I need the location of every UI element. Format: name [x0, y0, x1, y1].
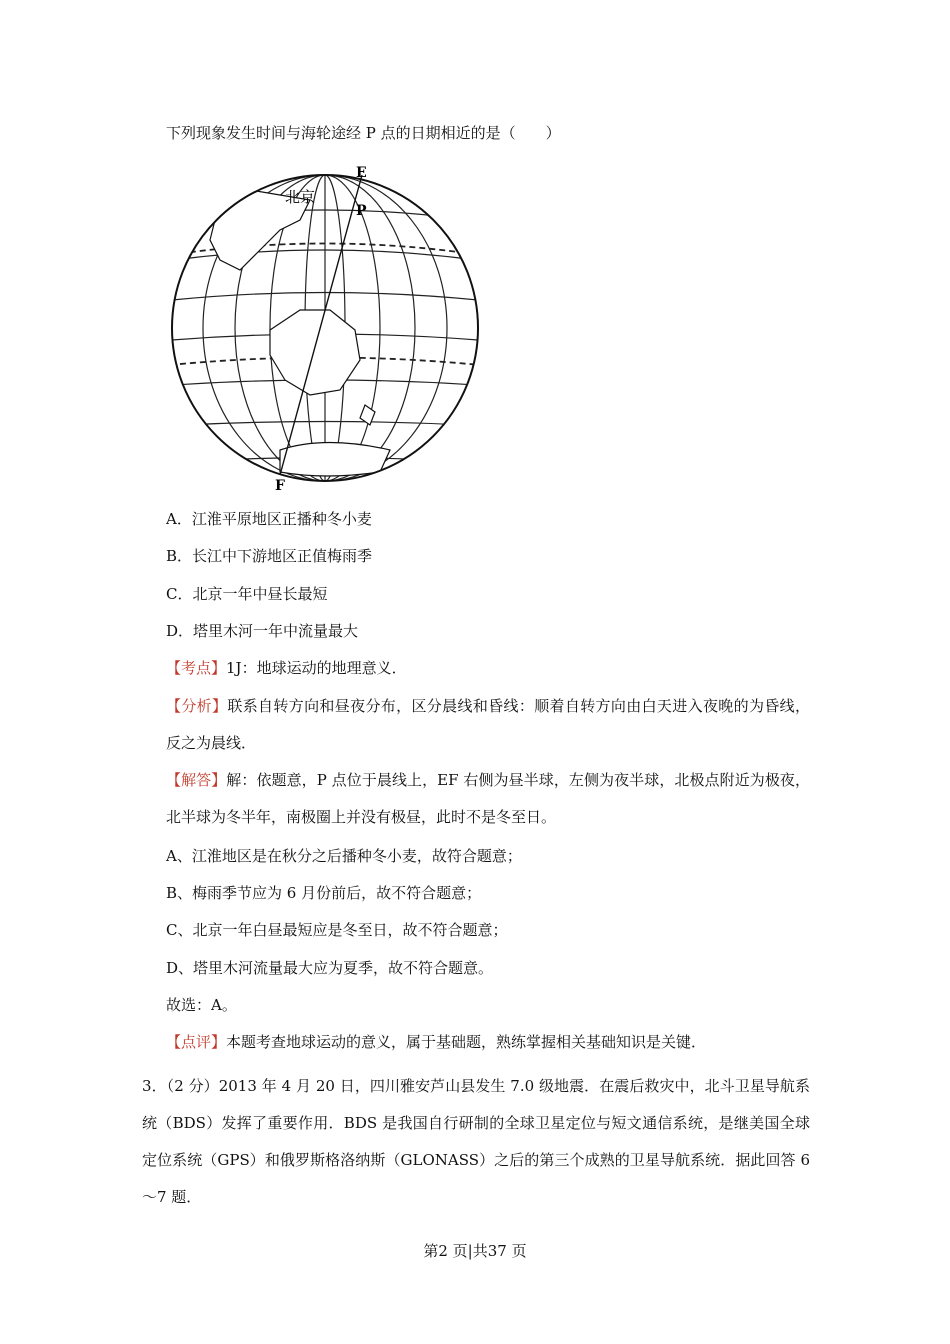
answer-line: D、塔里木河流量最大应为夏季，故不符合题意。: [166, 959, 494, 977]
answer-line: B、梅雨季节应为 6 月份前后，故不符合题意；: [166, 884, 482, 902]
question-3: [142, 1068, 810, 1216]
jieda-text: 解：依题意，P 点位于晨线上，EF 右侧为昼半球，左侧为夜半球，北极点附近为极夜，北半球为冬半年，南极圈上并没有极昼，此时不是冬至日。: [166, 771, 810, 826]
question-3-number: 3．: [142, 1077, 167, 1095]
option-b: B．长江中下游地区正值梅雨季: [166, 547, 373, 565]
fenxi-text: 联系自转方向和昼夜分布，区分晨线和昏线：顺着自转方向由白天进入夜晚的为昏线，反之为晨线．: [166, 697, 810, 752]
fenxi: [166, 688, 810, 762]
jieda: [166, 762, 810, 836]
option-c: C．北京一年中昼长最短: [166, 585, 328, 603]
globe-figure: [160, 160, 490, 490]
dianping-text: 本题考查地球运动的意义，属于基础题，熟练掌握相关基础知识是关键．: [226, 1033, 707, 1051]
label-E: E: [356, 165, 367, 181]
dianping: [166, 1031, 706, 1053]
option-a: A．江淮平原地区正播种冬小麦: [166, 510, 372, 528]
jieda-tag: 【解答】: [166, 771, 227, 789]
kaodian-tag: 【考点】: [166, 659, 227, 677]
label-P: P: [356, 203, 367, 219]
page-footer: 第2 页|共37 页: [423, 1242, 527, 1260]
answer-choice: 故选：A。: [166, 996, 237, 1014]
kaodian: [166, 657, 407, 679]
label-beijing: 北京: [285, 188, 316, 206]
kaodian-text: 1J：地球运动的地理意义．: [226, 659, 407, 677]
answer-line: C、北京一年白昼最短应是冬至日，故不符合题意；: [166, 921, 508, 939]
dianping-tag: 【点评】: [166, 1033, 227, 1051]
fenxi-tag: 【分析】: [166, 697, 228, 715]
answer-line: A、江淮地区是在秋分之后播种冬小麦，故符合题意；: [166, 847, 522, 865]
option-d: D．塔里木河一年中流量最大: [166, 622, 359, 640]
label-F: F: [275, 478, 285, 490]
question-text: 下列现象发生时间与海轮途经 P 点的日期相近的是（ ）: [166, 124, 561, 142]
question-3-text: （2 分）2013 年 4 月 20 日，四川雅安芦山县发生 7.0 级地震．在震后救灾中，北斗卫星导航系统（BDS）发挥了重要作用．BDS 是我国自行研制的全球卫星定位与短文通信系统，是继美国全球定位系统（GPS）和俄罗斯格洛纳斯（GLONASS）之后的第三个成熟的卫星导航系统．据此回答 6～7 题．: [142, 1077, 810, 1206]
